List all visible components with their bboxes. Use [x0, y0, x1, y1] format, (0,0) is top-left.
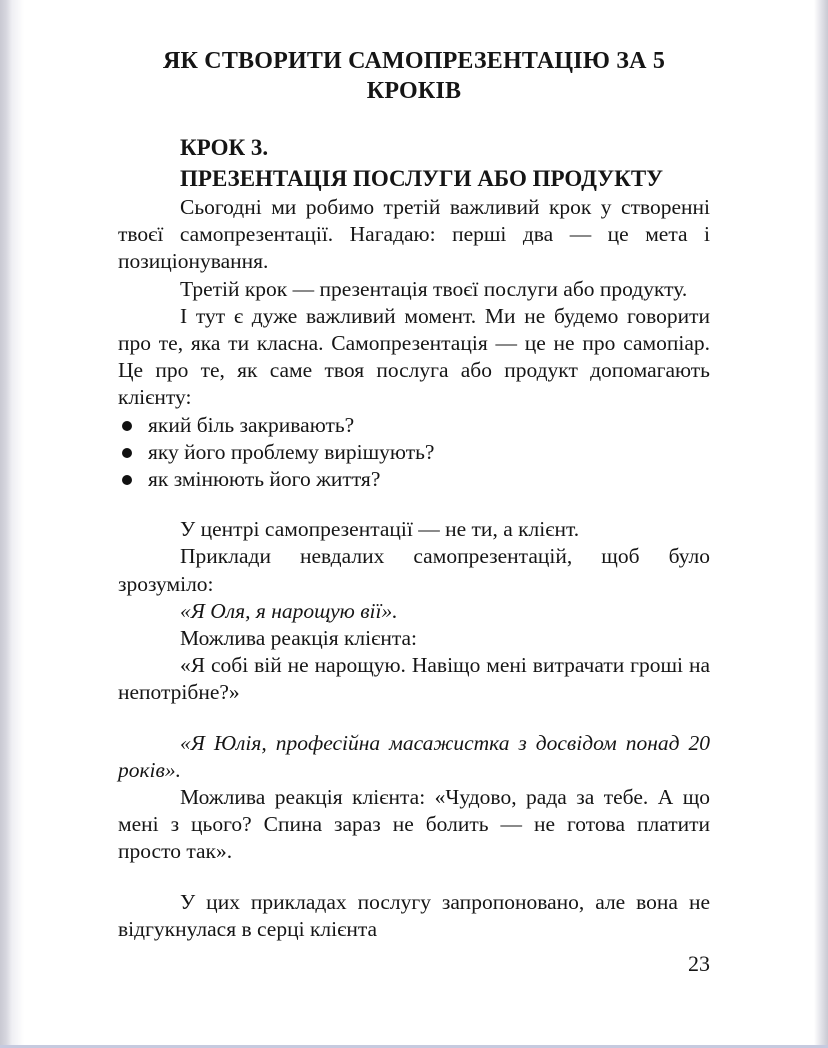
- paragraph-gap: [118, 707, 710, 730]
- paragraph-client-reaction-label: Можлива реакція клієнта:: [180, 626, 418, 651]
- bullet-item: [118, 466, 710, 493]
- bullet-dot-icon: [122, 475, 132, 485]
- scan-edge-left: [0, 0, 26, 1048]
- section-heading-step: КРОК 3.: [180, 135, 269, 160]
- scan-edge-right: [814, 0, 828, 1048]
- quote-example-olia: «Я Оля, я нарощую вії».: [180, 598, 398, 623]
- paragraph-client-reaction-2: Можлива реакція клієнта: «Чудово, рада за тебе. А що мені з цього? Спина зараз не болить — не готова платити просто так».: [118, 785, 710, 864]
- bullet-item-text: який біль закривають?: [148, 412, 355, 437]
- page-number: 23: [688, 951, 710, 976]
- quote-example-yulia: «Я Юлія, професійна масажистка з досвідом понад 20 років».: [118, 730, 710, 782]
- bullet-item-text: як змінюють його життя?: [148, 467, 381, 492]
- body-text: [118, 194, 710, 943]
- paragraph-client-reaction-1: «Я собі вій не нарощую. Навіщо мені витрачати гроші на непотрібне?»: [118, 653, 710, 705]
- page-content: [118, 0, 710, 943]
- bullet-item: [118, 439, 710, 466]
- bullet-item-text: яку його проблему вирішують?: [148, 439, 435, 464]
- section-heading-subject: ПРЕЗЕНТАЦІЯ ПОСЛУГИ АБО ПРОДУКТУ: [180, 166, 664, 191]
- paragraph-third-step: Третій крок — презентація твоєї послуги або продукту.: [180, 276, 688, 301]
- paragraph-intro: Сьогодні ми робимо третій важливий крок у створенні твоєї самопрезентації. Нагадаю: перші два — це мета і позиціонування.: [118, 195, 710, 274]
- page-title: ЯК СТВОРИТИ САМОПРЕЗЕНТАЦІЮ ЗА 5 КРОКІВ: [162, 48, 666, 104]
- paragraph-gap: [118, 866, 710, 889]
- bullet-dot-icon: [122, 421, 132, 431]
- bullet-dot-icon: [122, 448, 132, 458]
- paragraph-conclusion: У цих прикладах послугу запропоновано, але вона не відгукнулася в серці клієнта: [118, 889, 710, 941]
- bullet-item: [118, 412, 710, 439]
- paragraph-important-moment: І тут є дуже важливий момент. Ми не будемо говорити про те, яка ти класна. Самопрезентація — це не про самопіар. Це про те, як саме твоя послуга або продукт допомагають клієнту:: [118, 303, 710, 410]
- paragraph-client-center: У центрі самопрезентації — не ти, а клієнт.: [180, 517, 580, 542]
- section-heading: [180, 132, 710, 194]
- paragraph-gap: [118, 493, 710, 516]
- bullet-list: [118, 412, 710, 494]
- paragraph-bad-examples-intro: Приклади невдалих самопрезентацій, щоб було зрозуміло:: [118, 544, 710, 596]
